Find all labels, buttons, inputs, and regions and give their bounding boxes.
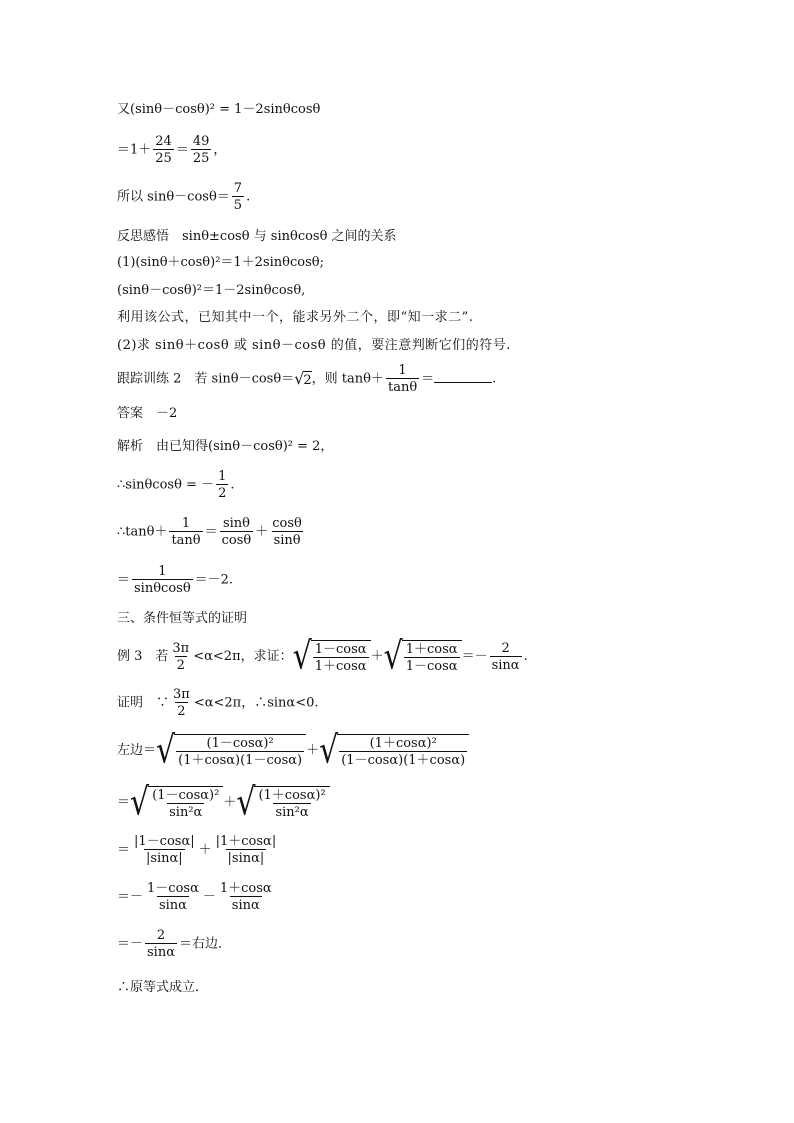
radicand: [337, 734, 469, 767]
radical-sign: √: [319, 728, 339, 772]
denominator: 2: [176, 657, 185, 673]
sqrt: [130, 780, 223, 824]
fraction: [220, 517, 254, 547]
numerator: 49: [192, 134, 210, 149]
text: ＋: [223, 795, 237, 810]
text: 例 3 若: [117, 649, 169, 664]
text: .: [246, 189, 251, 205]
text: <α<2π，求证：: [193, 649, 293, 664]
sqrt: [383, 634, 462, 678]
radical-sign: √: [156, 728, 176, 772]
denominator: tanθ: [171, 533, 201, 548]
formula-line: [117, 284, 305, 297]
fraction: [313, 643, 369, 673]
fraction: [145, 882, 201, 912]
numerator: 1＋cosα: [219, 881, 272, 896]
denominator: sinθ: [273, 533, 301, 548]
numerator: 3π: [173, 687, 190, 702]
numerator: cosθ: [272, 516, 302, 531]
numerator: 1: [398, 363, 407, 378]
denominator: |sinα|: [227, 851, 265, 866]
fraction: [270, 517, 304, 547]
text: 利用该公式，已知其中一个，能求另外二个，即“知一求二”.: [117, 310, 474, 325]
denominator: (1＋cosα)(1－cosα): [178, 753, 303, 768]
text: ＋: [255, 524, 269, 540]
text: ＝－2.: [194, 572, 234, 588]
text: ＝右边．: [179, 936, 232, 952]
example-line: [117, 634, 528, 678]
text: .: [492, 371, 497, 387]
text: ∴sinθcosθ = －: [117, 477, 215, 493]
text: ＝: [204, 524, 218, 540]
denominator: 1＋cosα: [314, 659, 367, 674]
note-line: [117, 339, 511, 352]
fraction: [132, 565, 193, 595]
exercise-line: [117, 364, 496, 394]
sqrt: [156, 728, 306, 772]
text: (2)求 sinθ＋cosθ 或 sinθ－cosθ 的值，要注意判断它们的符号.: [117, 338, 511, 353]
text: 所以 sinθ－cosθ＝: [117, 189, 230, 205]
equation-line: [117, 835, 280, 865]
text: ＝: [421, 371, 435, 387]
numerator: 7: [233, 181, 243, 196]
denominator: cosθ: [221, 533, 252, 548]
fraction: [232, 182, 244, 212]
denominator: 2: [218, 486, 227, 501]
equation-line: [117, 780, 330, 824]
equation-line: [117, 728, 469, 772]
radicand: [254, 786, 329, 819]
equation-line: [117, 135, 226, 165]
equation-line: [117, 929, 231, 959]
denominator: tanθ: [387, 380, 418, 395]
numerator: |1－cosα|: [134, 834, 195, 849]
denominator: sinα: [158, 898, 187, 913]
denominator: (1－cosα)(1＋cosα): [341, 753, 466, 768]
text: 左边＝: [117, 743, 157, 758]
denominator: sin²α: [275, 805, 309, 820]
text: (sinθ－cosθ)²＝1－2sinθcosθ,: [117, 283, 306, 298]
numerator: 2: [501, 640, 510, 656]
answer-line: [117, 407, 177, 420]
denominator: sinα: [491, 657, 520, 673]
radicand: [174, 734, 306, 767]
denominator: 25: [155, 151, 172, 166]
sqrt: [236, 780, 329, 824]
answer-blank: [434, 370, 492, 383]
text: ＝－: [461, 649, 488, 664]
equation-line: [117, 470, 234, 500]
text: .: [230, 477, 235, 493]
radical-sign: √: [292, 634, 312, 678]
fraction: [218, 882, 274, 912]
numerator: sinθ: [222, 516, 250, 531]
fraction: [191, 135, 212, 165]
numerator: 2: [156, 928, 166, 943]
denominator: |sinα|: [145, 851, 183, 866]
analysis-line: [117, 440, 333, 453]
fraction: [132, 835, 197, 865]
radicand: [402, 640, 462, 673]
text: ＝－: [117, 889, 144, 905]
text: ∴tanθ＋: [117, 524, 168, 540]
text: 解析 由已知得(sinθ－cosθ)² = 2，: [117, 439, 334, 454]
text: ＋: [306, 743, 320, 758]
fraction: [169, 517, 202, 547]
numerator: (1＋cosα)²: [258, 788, 326, 803]
text: ∴原等式成立．: [117, 980, 209, 995]
proof-line: [117, 688, 319, 718]
text: ＝1＋: [117, 142, 152, 158]
denominator: 25: [192, 151, 210, 166]
fraction: [153, 135, 174, 165]
equation-line: [117, 182, 250, 212]
text: (1)(sinθ＋cosθ)²＝1＋2sinθcosθ;: [117, 255, 324, 270]
equation-line: [117, 882, 276, 912]
text: ＝: [175, 142, 189, 158]
text: .: [523, 649, 528, 664]
formula-line: [117, 256, 324, 269]
fraction: [170, 642, 191, 672]
text: ＝: [117, 572, 131, 588]
denominator: sinθcosθ: [134, 581, 191, 596]
text: 答案 －2: [117, 406, 178, 421]
numerator: 1＋cosα: [405, 642, 458, 657]
equation-line: [117, 565, 233, 595]
radical-sign: √: [236, 780, 256, 824]
text: ＝－: [117, 936, 144, 952]
text: ＋: [198, 842, 212, 858]
denominator: 1－cosα: [405, 659, 458, 674]
fraction: [490, 642, 522, 672]
radicand: [311, 640, 371, 673]
text: ，则 tanθ＋: [311, 371, 384, 387]
numerator: 3π: [172, 640, 190, 656]
numerator: 1: [158, 564, 167, 579]
text: ，: [213, 142, 227, 158]
fraction: [214, 835, 279, 865]
text: ＝: [117, 795, 131, 810]
radical-sign: √: [383, 634, 403, 678]
radicand: 2: [303, 373, 312, 388]
fraction: [171, 688, 192, 718]
denominator: sinα: [147, 945, 175, 960]
radical-sign: √: [130, 780, 150, 824]
text: <α<2π，∴sinα<0.: [193, 695, 319, 711]
numerator: (1－cosα)²: [206, 736, 274, 751]
reflection-heading: [117, 230, 397, 243]
numerator: (1＋cosα)²: [369, 736, 437, 751]
radical-sign: √: [294, 369, 305, 388]
numerator: 1－cosα: [314, 642, 367, 657]
fraction: [216, 470, 228, 500]
text: －: [202, 889, 216, 905]
text: 三、条件恒等式的证明: [117, 611, 248, 626]
text: 反思感悟 sinθ±cosθ 与 sinθcosθ 之间的关系: [117, 229, 397, 244]
denominator: sin²α: [169, 805, 203, 820]
numerator: |1＋cosα|: [215, 834, 277, 849]
denominator: 2: [177, 704, 186, 719]
fraction: [150, 789, 221, 819]
numerator: 1－cosα: [147, 881, 199, 896]
numerator: (1－cosα)²: [152, 788, 220, 803]
note-line: [117, 311, 473, 324]
equation-text: 又(sinθ－cosθ)² = 1－2sinθcosθ: [117, 102, 321, 117]
denominator: 5: [233, 198, 243, 213]
section-heading: [117, 612, 247, 625]
fraction: [386, 364, 419, 394]
sqrt: [292, 634, 371, 678]
text: ＋: [370, 649, 384, 664]
conclusion-line: [117, 981, 208, 994]
fraction: [145, 929, 177, 959]
numerator: 24: [155, 134, 172, 149]
fraction: [404, 643, 460, 673]
denominator: sinα: [231, 898, 260, 913]
equation-line: [117, 103, 320, 116]
text: ＝: [117, 842, 131, 858]
fraction: [256, 789, 327, 819]
equation-line: [117, 517, 306, 547]
numerator: 1: [181, 516, 191, 531]
fraction: [339, 737, 467, 767]
sqrt: [294, 371, 311, 387]
radicand: [148, 786, 223, 819]
fraction: [176, 737, 304, 767]
sqrt: [319, 728, 469, 772]
numerator: 1: [218, 469, 227, 484]
text: 跟踪训练 2 若 sinθ－cosθ＝: [117, 371, 295, 387]
text: 证明 ∵: [117, 695, 170, 711]
